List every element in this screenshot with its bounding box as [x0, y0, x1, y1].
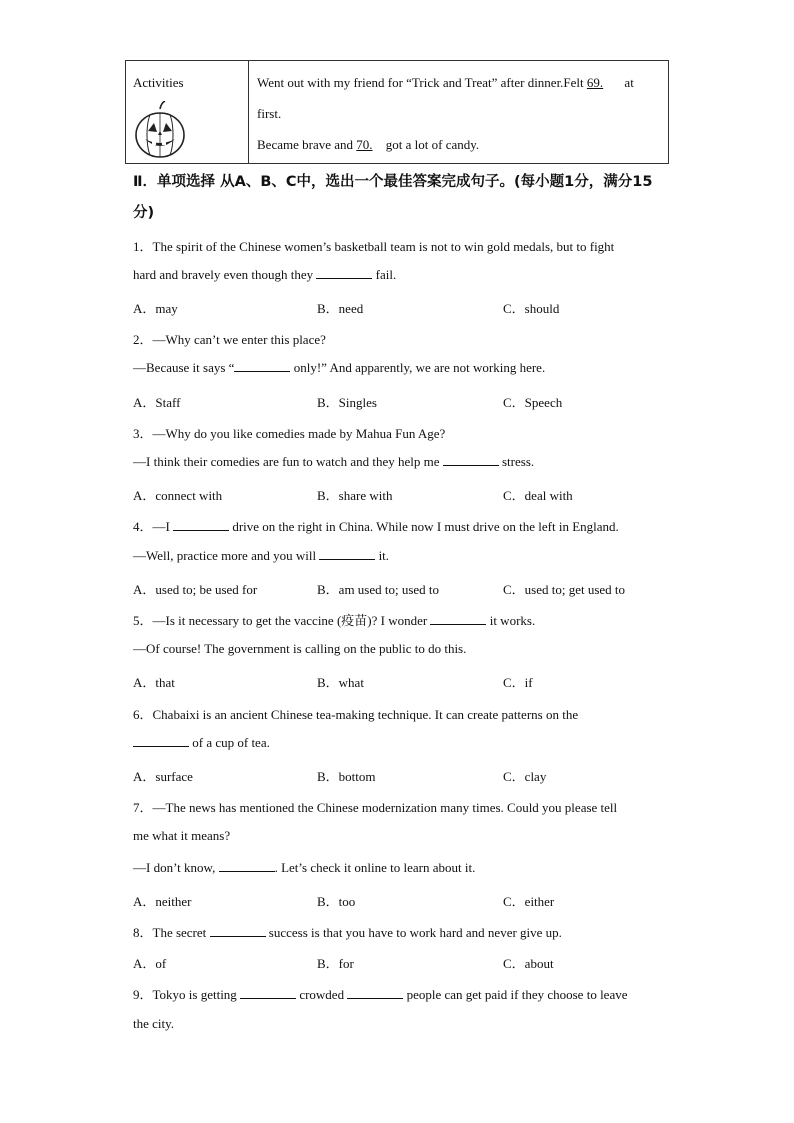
answer-blank[interactable] — [173, 519, 229, 531]
activity-line-3: Became brave and 70. got a lot of candy. — [257, 137, 480, 152]
q6-option-b[interactable]: B．bottom — [317, 769, 376, 784]
q7-options — [133, 891, 673, 907]
q8-option-a[interactable]: A．of — [133, 956, 167, 971]
q3-options — [133, 485, 673, 501]
q9-line-2: the city. — [133, 1016, 175, 1031]
q5-option-c[interactable]: C．if — [503, 675, 533, 690]
q7-line-3: —I don’t know, . Let’s check it online to learn about it. — [133, 860, 476, 875]
answer-blank[interactable] — [234, 360, 290, 372]
q7-line-2: me what it means? — [133, 828, 231, 843]
q1-option-b[interactable]: B．need — [317, 301, 364, 316]
answer-blank[interactable] — [219, 860, 275, 872]
q5-line-1: 5．—Is it necessary to get the vaccine (疫苗)? I wonder it works. — [133, 613, 536, 628]
q8-option-c[interactable]: C．about — [503, 956, 554, 971]
answer-blank[interactable] — [133, 735, 189, 747]
q4-option-c[interactable]: C．used to; get used to — [503, 582, 626, 597]
q6-line-2: of a cup of tea. — [133, 735, 270, 751]
q3-option-a[interactable]: A．connect with — [133, 488, 223, 503]
q2-option-a[interactable]: A．Staff — [133, 395, 181, 410]
q3-option-c[interactable]: C．deal with — [503, 488, 573, 503]
answer-blank[interactable] — [240, 987, 296, 999]
q4-line-1: 4．—I drive on the right in China. While now I must drive on the left in England. — [133, 519, 619, 534]
q1-line-2: hard and bravely even though they fail. — [133, 267, 397, 282]
q6-options — [133, 766, 673, 782]
q6-option-c[interactable]: C．clay — [503, 769, 547, 784]
q2-line-1: 2．—Why can’t we enter this place? — [133, 332, 326, 347]
activities-label: Activities — [133, 75, 184, 90]
q7-line-1: 7．—The news has mentioned the Chinese modernization many times. Could you please tell — [133, 800, 618, 815]
q3-line-1: 3．—Why do you like comedies made by Mahua Fun Age? — [133, 426, 446, 441]
q1-options — [133, 298, 673, 314]
q3-line-2: —I think their comedies are fun to watch and they help me stress. — [133, 454, 535, 469]
q6-option-a[interactable]: A．surface — [133, 769, 193, 784]
pumpkin-icon — [134, 101, 186, 159]
blank-69[interactable]: 69. — [586, 75, 604, 90]
answer-blank[interactable] — [443, 454, 499, 466]
q4-options — [133, 579, 673, 595]
q4-line-2: —Well, practice more and you will it. — [133, 548, 390, 563]
q8-option-b[interactable]: B．for — [317, 956, 354, 971]
q8-line-1: 8．The secret success is that you have to work hard and never give up. — [133, 925, 562, 940]
q4-option-a[interactable]: A．used to; be used for — [133, 582, 258, 597]
q8-options — [133, 953, 673, 969]
activities-label-cell — [126, 61, 249, 163]
q1-option-a[interactable]: A．may — [133, 301, 178, 316]
answer-blank[interactable] — [319, 548, 375, 560]
q7-option-c[interactable]: C．either — [503, 894, 555, 909]
q4-option-b[interactable]: B．am used to; used to — [317, 582, 440, 597]
q7-option-b[interactable]: B．too — [317, 894, 356, 909]
answer-blank[interactable] — [430, 613, 486, 625]
q5-option-b[interactable]: B．what — [317, 675, 364, 690]
answer-blank[interactable] — [316, 267, 372, 279]
q5-option-a[interactable]: A．that — [133, 675, 175, 690]
q5-line-2: —Of course! The government is calling on the public to do this. — [133, 641, 467, 656]
q2-line-2: —Because it says “ only!” And apparently, we are not working here. — [133, 360, 546, 375]
section-heading: Ⅱ．单项选择 从A、B、C中，选出一个最佳答案完成句子。(每小题1分，满分15分) — [133, 174, 653, 221]
q2-options — [133, 392, 673, 408]
answer-blank[interactable] — [347, 987, 403, 999]
q1-line-1: 1．The spirit of the Chinese women’s basketball team is not to win gold medals, but to fight — [133, 239, 615, 254]
activity-line-1: Went out with my friend for “Trick and Treat” after dinner.Felt 69. at — [257, 75, 634, 90]
activities-table — [125, 60, 669, 164]
answer-blank[interactable] — [210, 925, 266, 937]
activity-line-2: first. — [257, 106, 282, 121]
q1-option-c[interactable]: C．should — [503, 301, 560, 316]
q5-options — [133, 672, 673, 688]
q9-line-1: 9．Tokyo is getting crowded people can get paid if they choose to leave — [133, 987, 628, 1002]
q2-option-b[interactable]: B．Singles — [317, 395, 377, 410]
q2-option-c[interactable]: C．Speech — [503, 395, 563, 410]
blank-70[interactable]: 70. — [356, 137, 373, 152]
q3-option-b[interactable]: B．share with — [317, 488, 393, 503]
q7-option-a[interactable]: A．neither — [133, 894, 192, 909]
activities-content-cell — [249, 61, 668, 163]
q6-line-1: 6．Chabaixi is an ancient Chinese tea-making technique. It can create patterns on the — [133, 707, 579, 722]
